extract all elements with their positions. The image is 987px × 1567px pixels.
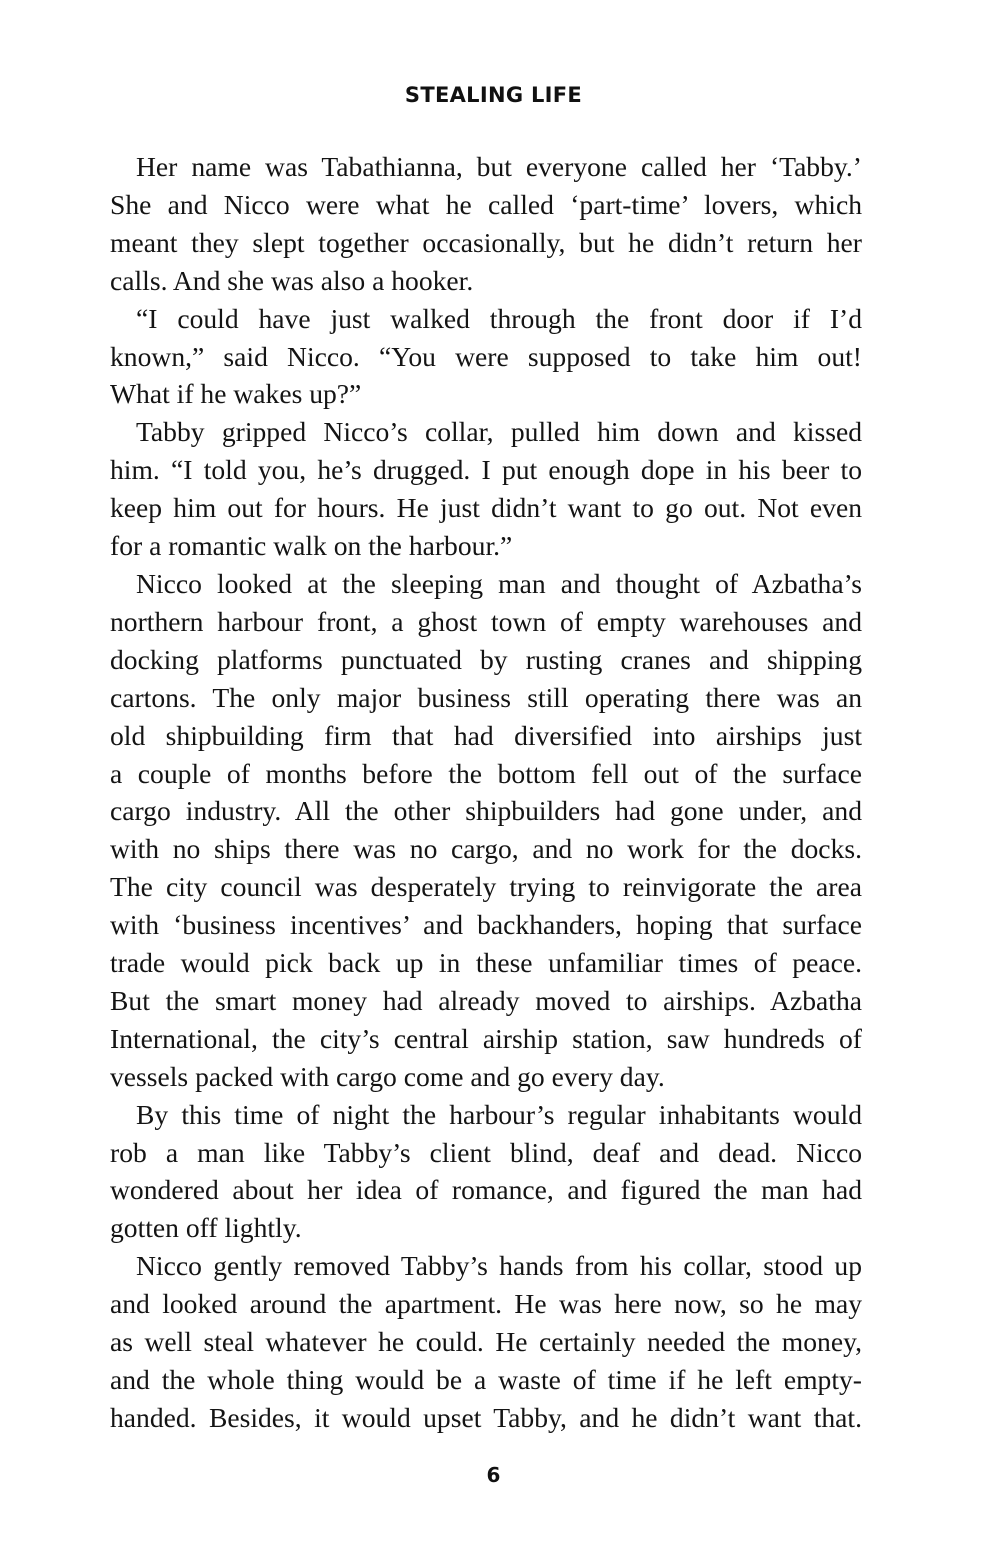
text-line: Nicco gently removed Tabby’s hands from his collar, stood up [136,1250,862,1282]
paragraph [110,148,862,300]
text-line: vessels packed with cargo come and go every day. [110,1060,665,1092]
text-line: trade would pick back up in these unfamiliar times of peace. [110,947,862,979]
text-line: Her name was Tabathianna, but everyone called her ‘Tabby.’ [136,151,862,182]
text-line: keep him out for hours. He just didn’t want to go out. Not even [110,492,862,524]
text-line: rob a man like Tabby’s client blind, deaf and dead. Nicco [110,1136,862,1168]
text-line: him. “I told you, he’s drugged. I put enough dope in his beer to [110,454,862,486]
text-line: with ‘business incentives’ and backhanders, hoping that surface [110,909,862,941]
paragraph [110,300,862,414]
text-line: wondered about her idea of romance, and figured the man had [110,1174,862,1206]
text-line: Tabby gripped Nicco’s collar, pulled him down and kissed [136,416,862,448]
text-line: known,” said Nicco. “You were supposed to take him out! [110,340,862,372]
text-line: cartons. The only major business still operating there was an [110,681,862,713]
body-text [110,148,862,1437]
text-line: gotten off lightly. [110,1212,302,1244]
text-line: International, the city’s central airship station, saw hundreds of [110,1022,862,1054]
text-line: But the smart money had already moved to airships. Azbatha [110,984,862,1016]
text-line: northern harbour front, a ghost town of empty warehouses and [110,605,862,637]
text-line: Nicco looked at the sleeping man and thought of Azbatha’s [136,567,862,599]
page-number: 6 [486,1463,501,1487]
text-line: handed. Besides, it would upset Tabby, and he didn’t want that. [110,1401,862,1433]
text-line: meant they slept together occasionally, but he didn’t return her [110,226,862,258]
text-line: a couple of months before the bottom fell out of the surface [110,757,862,789]
text-line: The city council was desperately trying to reinvigorate the area [110,871,862,903]
text-line: with no ships there was no cargo, and no work for the docks. [110,833,862,865]
text-line: She and Nicco were what he called ‘part-time’ lovers, which [110,188,862,220]
text-line: and looked around the apartment. He was here now, so he may [110,1288,862,1320]
text-line: calls. And she was also a hooker. [110,264,474,296]
running-head: STEALING LIFE [404,83,583,107]
text-line: for a romantic walk on the harbour.” [110,530,513,562]
text-line: What if he wakes up?” [110,378,362,410]
paragraph [110,565,862,1096]
text-line: cargo industry. All the other shipbuilders had gone under, and [110,795,862,827]
paragraph [110,1247,862,1437]
text-line: old shipbuilding firm that had diversified into airships just [110,719,862,751]
paragraph [110,413,862,565]
text-line: “I could have just walked through the front door if I’d [136,302,862,334]
text-line: and the whole thing would be a waste of time if he left empty- [110,1364,862,1395]
paragraph [110,1096,862,1248]
text-line: By this time of night the harbour’s regular inhabitants would [136,1098,862,1130]
text-line: as well steal whatever he could. He certainly needed the money, [110,1326,862,1358]
text-line: docking platforms punctuated by rusting cranes and shipping [110,643,862,675]
